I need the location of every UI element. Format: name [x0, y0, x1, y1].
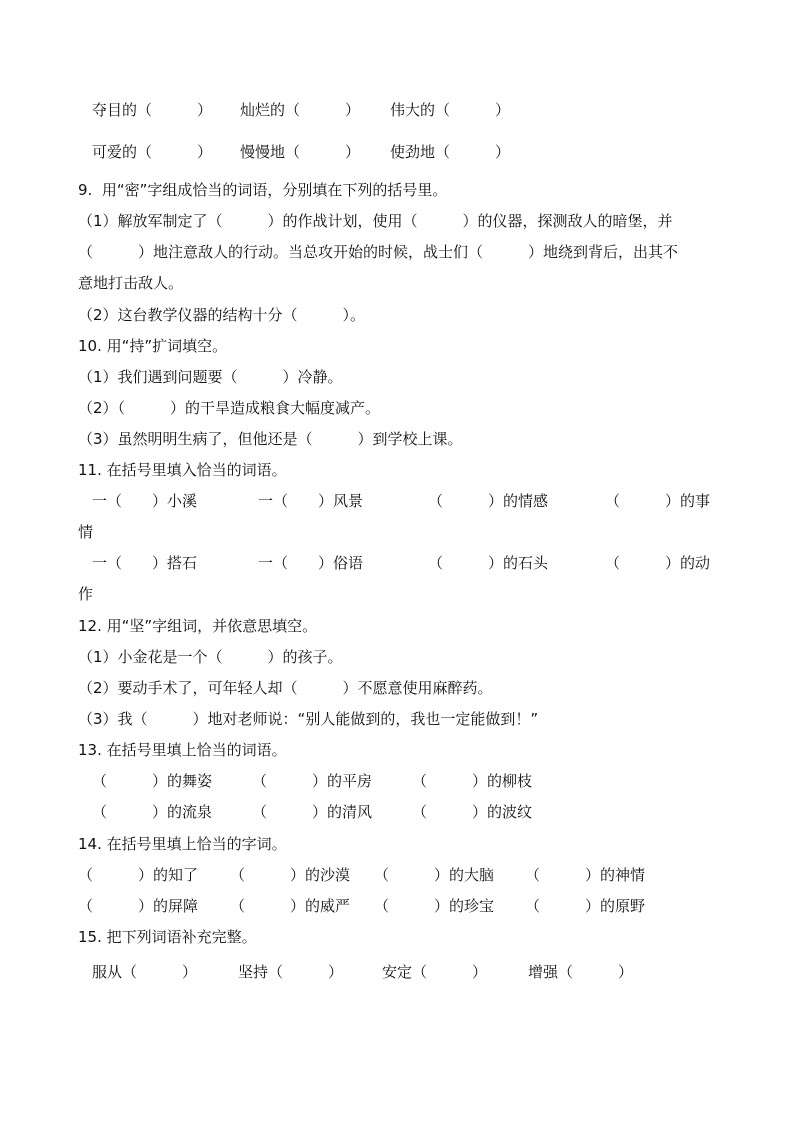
- q10-line-3[interactable]: （3）虽然明明生病了，但他还是（ ）到学校上课。: [78, 430, 463, 448]
- word-row-a: [0, 98, 794, 122]
- word-blank[interactable]: （ ）的清风: [252, 803, 373, 821]
- word-blank[interactable]: （ ）的动: [605, 554, 711, 572]
- word-blank[interactable]: （ ）的流泉: [92, 803, 213, 821]
- word-blank[interactable]: （ ）的珍宝: [374, 897, 495, 915]
- word-blank[interactable]: 一（ ）搭石: [92, 554, 198, 572]
- q11-row-1-wrap: 情: [78, 523, 94, 541]
- q9-line-1[interactable]: （1）解放军制定了（ ）的作战计划，使用（ ）的仪器，探测敌人的暗堡，并: [78, 212, 673, 230]
- word-blank[interactable]: （ ）的柳枝: [412, 772, 533, 790]
- word-blank[interactable]: （ ）的原野: [525, 897, 646, 915]
- word-blank[interactable]: （ ）的波纹: [412, 803, 533, 821]
- q10-line-2[interactable]: （2）（ ）的干旱造成粮食大幅度减产。: [78, 399, 381, 417]
- q9-line-3: 意地打击敌人。: [78, 274, 184, 292]
- word-blank[interactable]: （ ）的沙漠: [230, 866, 351, 884]
- word-blank[interactable]: （ ）的威严: [230, 897, 351, 915]
- q11-title: 11. 在括号里填入恰当的词语。: [78, 461, 287, 479]
- q9-title: 9. 用“密”字组成恰当的词语，分别填在下列的括号里。: [78, 181, 448, 199]
- word-blank[interactable]: 安定（ ）: [382, 963, 488, 981]
- word-blank[interactable]: 慢慢地（ ）: [240, 143, 361, 161]
- word-blank[interactable]: （ ）的石头: [428, 554, 549, 572]
- word-blank[interactable]: 增强（ ）: [528, 963, 634, 981]
- q15-title: 15. 把下列词语补充完整。: [78, 928, 257, 946]
- word-blank[interactable]: 坚持（ ）: [238, 963, 344, 981]
- q13-row-1: [0, 769, 794, 793]
- word-blank[interactable]: 灿烂的（ ）: [240, 101, 361, 119]
- q11-row-2: [0, 551, 794, 575]
- word-blank[interactable]: 一（ ）风景: [258, 492, 364, 510]
- q14-title: 14. 在括号里填上恰当的字词。: [78, 835, 287, 853]
- word-blank[interactable]: （ ）的神情: [525, 866, 646, 884]
- word-blank[interactable]: （ ）的屏障: [78, 897, 199, 915]
- q14-row-2: [0, 894, 794, 918]
- q12-line-2[interactable]: （2）要动手术了，可年轻人却（ ）不愿意使用麻醉药。: [78, 679, 493, 697]
- word-blank[interactable]: （ ）的大脑: [374, 866, 495, 884]
- q12-line-3[interactable]: （3）我（ ）地对老师说：“别人能做到的，我也一定能做到！”: [78, 710, 539, 728]
- word-blank[interactable]: （ ）的事: [605, 492, 711, 510]
- q12-title: 12. 用“坚”字组词，并依意思填空。: [78, 617, 318, 635]
- q13-row-2: [0, 800, 794, 824]
- q14-row-1: [0, 863, 794, 887]
- word-blank[interactable]: 一（ ）小溪: [92, 492, 198, 510]
- q13-title: 13. 在括号里填上恰当的词语。: [78, 741, 287, 759]
- word-blank[interactable]: 夺目的（ ）: [92, 101, 213, 119]
- q10-line-1[interactable]: （1）我们遇到问题要（ ）冷静。: [78, 368, 343, 386]
- word-row-b: [0, 140, 794, 164]
- word-blank[interactable]: 服从（ ）: [92, 963, 198, 981]
- q10-title: 10. 用“持”扩词填空。: [78, 337, 228, 355]
- word-blank[interactable]: 使劲地（ ）: [390, 143, 511, 161]
- word-blank[interactable]: 可爱的（ ）: [92, 143, 213, 161]
- word-blank[interactable]: （ ）的知了: [78, 866, 199, 884]
- word-blank[interactable]: （ ）的平房: [252, 772, 373, 790]
- q11-row-2-wrap: 作: [78, 585, 94, 603]
- q9-line-2[interactable]: （ ）地注意敌人的行动。当总攻开始的时候，战士们（ ）地绕到背后，出其不: [78, 243, 679, 261]
- word-blank[interactable]: 伟大的（ ）: [390, 101, 511, 119]
- word-blank[interactable]: （ ）的舞姿: [92, 772, 213, 790]
- q12-line-1[interactable]: （1）小金花是一个（ ）的孩子。: [78, 648, 343, 666]
- word-blank[interactable]: （ ）的情感: [428, 492, 549, 510]
- q9-line-4[interactable]: （2）这台教学仪器的结构十分（ ）。: [78, 306, 366, 324]
- q11-row-1: [0, 489, 794, 513]
- q15-row: [0, 960, 794, 984]
- word-blank[interactable]: 一（ ）俗语: [258, 554, 364, 572]
